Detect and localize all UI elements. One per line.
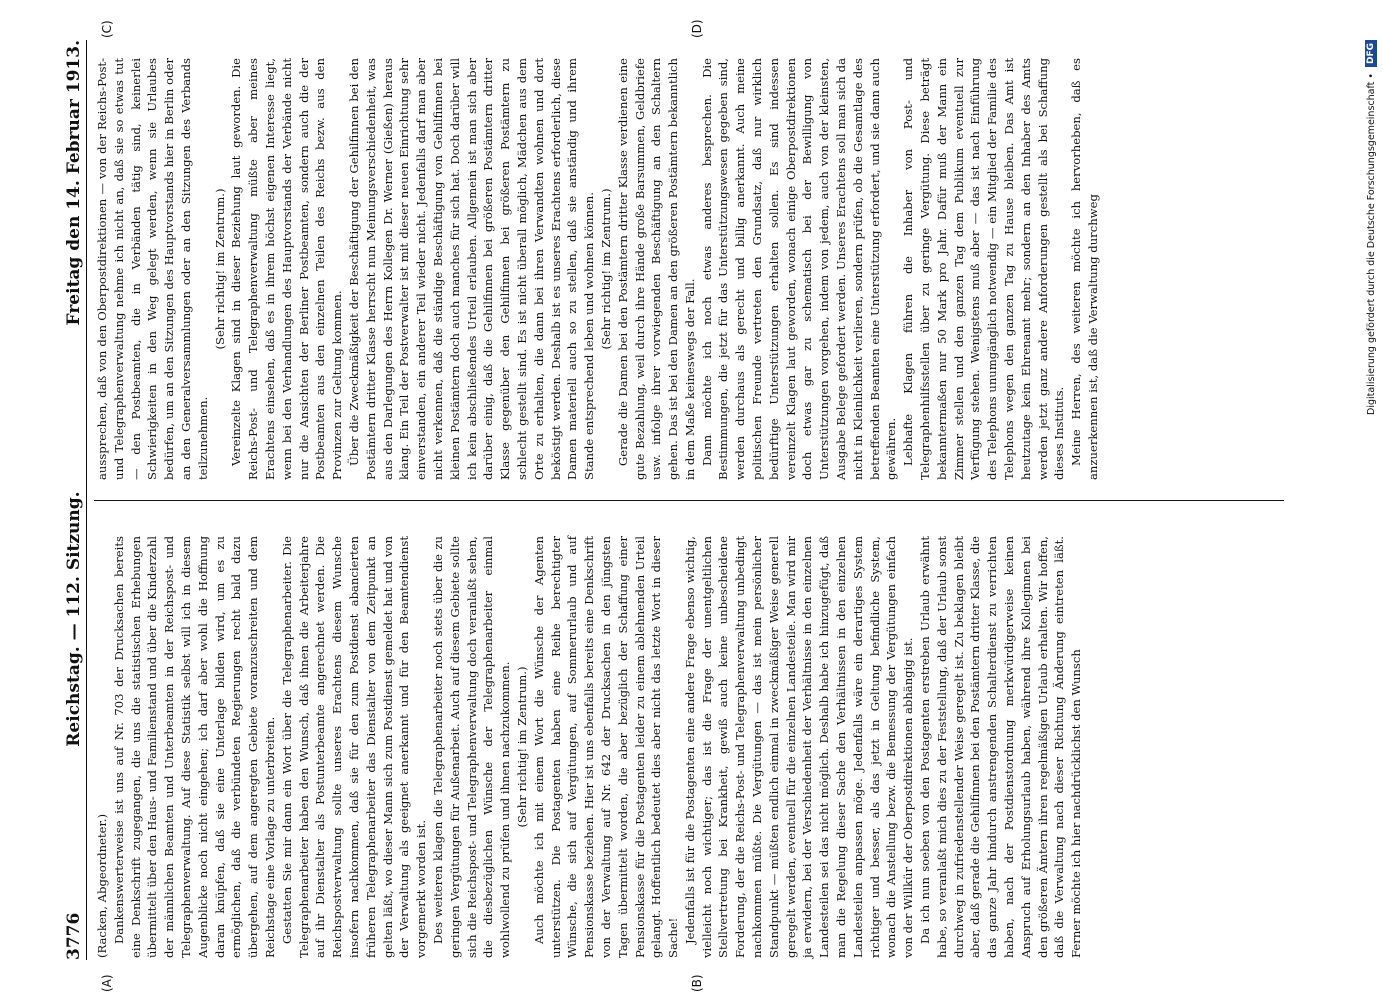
dfg-logo: DFG [1365, 40, 1377, 67]
margin-mark-d: (D) [690, 19, 704, 38]
margin-mark-c: (C) [100, 20, 114, 38]
speaker-line: (Racken, Abgeordneter.) [95, 814, 109, 958]
paragraph: Jedenfalls ist für die Postagenten eine andere Frage ebenso wichtig, vielleicht noch wichtiger; das ist die Frage der unentgeltlichen Stellvertretung bei Krankheit, gewiß auch keine unbescheidene Forderung, der die Reichs-Post- und Telegraphenverwaltung unbedingt nachkommen müßte. Die Vergütungen — das ist mein persönlicher Standpunkt — müßten endlich einmal in zweckmäßiger Weise generell geregelt werden, eventuell für die einzelnen Landesteile. Man wird mir ja erwidern, bei der Verschiedenheit der Verhältnisse in den einzelnen Landesteilen sei das nicht möglich. Deshalb habe ich hinzugefügt, daß man die Regelung dieser Sache den Verhältnissen in den einzelnen Landesteilen anpassen möge. Jedenfalls wäre ein derartiges System richtiger und besser, als das jetzt in Geltung befindliche System, wonach die Anstellung bezw. die Bemessung der Vergütungen einfach von der Willkür der Oberpostdirektionen abhängig ist. [682, 536, 916, 958]
left-column [94, 536, 1085, 958]
session-title: Reichstag. — 112. Sitzung. [64, 491, 84, 747]
paragraph: Des weiteren klagen die Telegraphenarbeiter noch stets über die zu geringen Vergütungen für Außenarbeit. Auch auf diesem Gebiete sollte sich die Reichspost- und Telegraphenverwaltung doch veranlaßt sehen, die diesbezüglichen Wünsche der Telegraphenarbeiter einmal wohlwollend zu prüfen und ihnen nachzukommen. [430, 536, 513, 958]
paragraph: Meine Herren, des weiteren möchte ich hervorheben, daß es anzuerkennen ist, daß die Verwaltung durchweg [1069, 58, 1101, 480]
interjection: (Sehr richtig! im Zentrum.) [598, 188, 613, 350]
interjection: (Sehr richtig! im Zentrum.) [212, 188, 227, 350]
right-column [94, 58, 1102, 480]
paragraph: Gestatten Sie mir dann ein Wort über die Telegraphenarbeiter. Die Telegraphenarbeiter haben den Wunsch, daß ihnen die Arbeiterjahre auf ihr Dienstalter als Postunterbeamte angerechnet werden. Die Reichspostverwaltung sollte unseres Erachtens diesem Wunsche insofern nachkommen, daß sie für den zum Postdienst abancierten früheren Telegraphenarbeiter das Dienstalter von dem Zeitpunkt an gelten läßt, wo dieser Mann sich zum Postdienst gemeldet hat und von der Verwaltung als geeignet anerkannt und für den Beamtendienst vorgemerkt worden ist. [279, 536, 429, 958]
paragraph: Dankenswerterweise ist uns auf Nr. 703 der Drucksachen bereits eine Denkschrift zugegangen, die uns die statistischen Erhebungen übermittelt über den Haus- und Familienstand und über die Kinderzahl der männlichen Beamten und Unterbeamten in der Reichspost- und Telegraphenverwaltung. Auf diese Statistik selbst will ich in diesem Augenblicke noch nicht eingehen; ich darf aber wohl die Hoffnung daran knüpfen, daß sie eine Unterlage bilden wird, um es zu ermöglichen, daß die verbündeten Regierungen recht bald dazu übergehen, auf dem angeregten Gebiete voranzuschreiten und dem Reichstage eine Vorlage zu unterbreiten. [111, 536, 277, 958]
digitization-credit [1365, 40, 1377, 960]
paragraph: Auch möchte ich mit einem Wort die Wünsche der Agenten unterstützen. Die Postagenten haben eine Reihe berechtigter Wünsche, die sich auf Vergütungen, auf Sommerurlaub und auf Pensionskasse beziehen. Hier ist uns ebenfalls bereits eine Denkschrift von der Verwaltung auf Nr. 642 der Drucksachen in den jüngsten Tagen übermittelt worden, die aber bezüglich der Schaffung einer Pensionskasse für die Postagenten leider zu einem ablehnenden Urteil gelangt. Hoffentlich bedeutet dies aber nicht das letzte Wort in dieser Sache! [531, 536, 681, 958]
paragraph: aussprechen, daß von den Oberpostdirektionen — von der Reichs-Post- und Telegraphenverwaltung nehme ich nicht an, daß sie so etwas tut — den Postbeamten, die in Verbänden tätig sind, keinerlei Schwierigkeiten in den Weg gelegt werden, wenn sie Urlaubes bedürfen, um an den Sitzungen des Hauptvorstands hier in Berlin oder an den Generalversammlungen oder an den Sitzungen des Verbands teilzunehmen. [95, 58, 210, 480]
paragraph: Gerade die Damen bei den Postämtern dritter Klasse verdienen eine gute Bezahlung, weil durch ihre Hände große Barsummen, Geldbriefe usw. infolge ihrer vorwiegenden Beschäftigung an den Schaltern gehen. Das ist bei den Damen an den größeren Postämtern bekanntlich in dem Maße keineswegs der Fall. [615, 58, 697, 480]
margin-mark-b: (B) [690, 974, 704, 992]
paragraph: Lebhafte Klagen führen die Inhaber von Post- und Telegraphenhilfsstellen über zu geringe Vergütung. Diese beträgt bekanntermaßen nur 50 Mark pro Jahr. Dafür muß der Mann ein Zimmer stellen und den ganzen Tag dem Publikum eventuell zur Verfügung stehen. Wenigstens muß aber — das ist nach Einführung des Telephons unumgänglich notwendig — ein Mitglied der Familie des Telephons wegen den ganzen Tag zu Hause bleiben. Das Amt ist heutzutage kein Ehrenamt mehr; sondern an den Inhaber des Amts werden jetzt ganz andere Anforderungen gestellt als bei Schaffung dieses Instituts. [901, 58, 1067, 480]
column-divider [94, 500, 1284, 501]
credit-text: Digitalisierung gefördert durch die Deutsche Forschungsgemeinschaft • [1365, 73, 1377, 415]
paragraph: Dann möchte ich noch etwas anderes besprechen. Die Bestimmungen, die jetzt für das Unterstützungswesen gegeben sind, werden durchaus als gerecht und billig anerkannt. Auch meine politischen Freunde vertreten den Grundsatz, daß nur wirklich bedürftige Unterstützungen erhalten sollen. Es sind indessen vereinzelt Klagen laut geworden, wonach einige Oberpostdirektionen doch etwas gar zu schematisch bei der Bewilligung von Unterstützungen vorgehen, indem von jedem, auch von der kleinsten, Ausgabe Belege gefordert werden. Unseres Erachtens soll man sich da nicht in Kleinlichkeit verlieren, sondern prüfen, ob die Gesamtlage des betreffenden Beamten eine Unterstützung erfordert, und sie dann auch gewähren. [699, 58, 899, 480]
page-number: 3776 [64, 912, 84, 960]
paragraph: Über die Zweckmäßigkeit der Beschäftigung der Gehilfinnen bei den Postämtern dritter Klasse herrscht nun Meinungsverschiedenheit, was aus den Darlegungen des Herrn Kollegen Dr. Werner (Gießen) heraus klang. Ein Teil der Postverwalter ist mit dieser neuen Einrichtung sehr einverstanden, ein anderer Teil wieder nicht. Jedenfalls darf man aber nicht verkennen, daß die ständige Beschäftigung von Gehilfinnen bei kleinen Postämtern doch auch manches für sich hat. Doch darüber will ich kein abschließendes Urteil erlauben. Allgemein ist man sich aber darüber einig, daß die Gehilfinnen bei größeren Postämtern dritter Klasse gegenüber den Gehilfinnen bei größeren Postämtern zu schlecht gestellt sind. Es ist nicht überall möglich, Mädchen aus dem Orte zu erhalten, die dann bei ihren Verwandten wohnen und dort beköstigt werden. Deshalb ist es unseres Erachtens erforderlich, diese Damen materiell auch so zu stellen, daß sie anständig und ihrem Stande entsprechend leben und wohnen können. [346, 58, 597, 480]
session-date: Freitag den 14. Februar 1913. [64, 40, 84, 326]
interjection: (Sehr richtig! im Zentrum.) [514, 666, 529, 828]
paragraph: Da ich nun soeben von den Postagenten erstreben Urlaub erwähnt habe, so veranlaßt mich dies zu der Feststellung, daß der Urlaub sonst durchweg in zufriedenstellender Weise geregelt ist. Zu beklagen bleibt aber, daß gerade die Gehilfinnen bei den Postämtern dritter Klasse, die das ganze Jahr hindurch anstrengenden Schalterdienst zu verrichten haben, nach der Postdienstordnung merkwürdigerweise keinen Anspruch auf Erholungsurlaub haben, während ihre Kolleginnen bei den größeren Ämtern ihren regelmäßigen Urlaub erhalten. Wir hoffen, daß die Verwaltung nach dieser Richtung Änderung eintreten läßt. Ferner möchte ich hier nachdrücklichst den Wunsch [918, 536, 1084, 958]
paragraph: Vereinzelte Klagen sind in dieser Beziehung laut geworden. Die Reichs-Post- und Telegraphenverwaltung müßte aber meines Erachtens einsehen, daß es in ihrem höchst eigenen Interesse liegt, wenn bei den Verhandlungen des Hauptvorstands der Verbände nicht nur die Ansichten der Berliner Postbeamten, sondern auch die der Postbeamten aus den einzelnen Teilen des Reichs bezw. aus den Provinzen zur Geltung kommen. [229, 58, 345, 480]
page-header [56, 40, 87, 960]
margin-mark-a: (A) [100, 974, 114, 992]
